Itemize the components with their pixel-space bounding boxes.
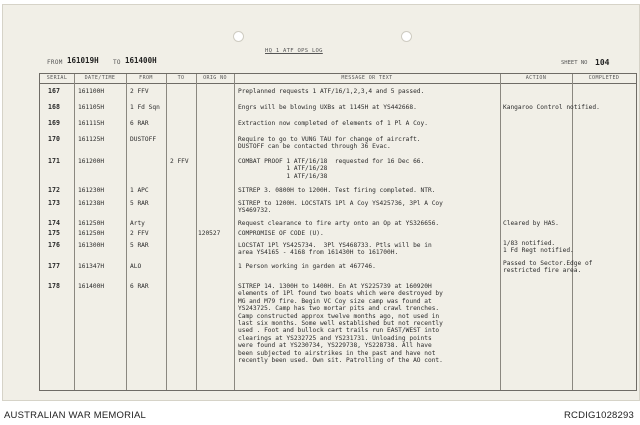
row-message: Require to go to VUNG TAU for change of aircraft. DUSTOFF can be contacted through 36 Evac. [238,136,421,151]
row-message: COMPROMISE OF CODE (U). [238,230,324,237]
row-datetime: 161400H [78,283,105,290]
from-value: 161019H [67,56,99,65]
col-header-orig: ORIG NO [203,75,227,81]
row-datetime: 161300H [78,242,105,249]
archive-credit: AUSTRALIAN WAR MEMORIAL [4,410,147,421]
row-serial: 177 [48,262,60,270]
to-value: 161400H [125,56,157,65]
column-divider [166,74,167,390]
row-message: SITREP to 1200H. LOCSTATS 1Pl A Coy YS425736, 3Pl A Coy YS469732. [238,200,443,215]
row-datetime: 161125H [78,136,105,143]
row-datetime: 161105H [78,104,105,111]
row-datetime: 161230H [78,187,105,194]
column-divider [126,74,127,390]
row-action: Kangaroo Control notified. [503,104,600,111]
sheet-number-value: 104 [595,58,610,67]
row-serial: 172 [48,186,60,194]
sheet-number-label: SHEET NO [561,60,588,66]
column-divider [234,74,235,390]
row-message: Engrs will be blowing UXBs at 1145H at YS442668. [238,104,417,111]
row-from: 1 APC [130,187,149,194]
row-action: Cleared by HAS. [503,220,559,227]
row-from: Arty [130,220,145,227]
from-label: FROM [47,59,63,66]
row-from: 1 Fd Sqn [130,104,160,111]
row-orig: 120527 [198,230,221,237]
row-serial: 176 [48,241,60,249]
row-serial: 173 [48,199,60,207]
row-from: 5 RAR [130,242,149,249]
row-from: ALO [130,263,142,270]
to-label: TO [113,59,121,66]
col-header-completed: COMPLETED [588,75,620,81]
column-divider [572,74,573,390]
row-message: COMBAT PROOF 1 ATF/16/18 requested for 16 Dec 66. 1 ATF/16/28 1 ATF/16/38 [238,158,425,180]
row-from: 6 RAR [130,120,149,127]
header-rule [40,83,636,84]
col-header-message: MESSAGE OR TEXT [341,75,393,81]
row-message: Preplanned requests 1 ATF/16/1,2,3,4 and 5 passed. [238,88,425,95]
row-datetime: 161100H [78,88,105,95]
row-to: 2 FFV [170,158,189,165]
row-from: DUSTOFF [130,136,157,143]
row-datetime: 161347H [78,263,105,270]
log-sheet [2,4,640,401]
row-datetime: 161238H [78,200,105,207]
row-from: 5 RAR [130,200,149,207]
row-from: 6 RAR [130,283,149,290]
punch-hole [233,31,244,42]
column-divider [74,74,75,390]
punch-hole [401,31,412,42]
col-header-to: TO [177,75,185,81]
row-message: Request clearance to fire arty onto an Op at YS326656. [238,220,440,227]
col-header-serial: SERIAL [46,75,68,81]
row-datetime: 161115H [78,120,105,127]
col-header-datetime: DATE/TIME [84,75,116,81]
row-datetime: 161250H [78,230,105,237]
column-divider [500,74,501,390]
column-divider [196,74,197,390]
row-from: 2 FFV [130,88,149,95]
row-from: 2 FFV [130,230,149,237]
row-serial: 169 [48,119,60,127]
row-serial: 175 [48,229,60,237]
row-message: 1 Person working in garden at 467746. [238,263,376,270]
row-datetime: 161250H [78,220,105,227]
col-header-action: ACTION [525,75,547,81]
log-table [39,73,637,391]
row-action: Passed to Sector.Edge of restricted fire area. [503,260,593,275]
row-serial: 167 [48,87,60,95]
row-action: 1/83 notified. 1 Fd Regt notified. [503,240,574,255]
col-header-from: FROM [139,75,153,81]
archive-reference: RCDIG1028293 [564,410,634,421]
row-serial: 178 [48,282,60,290]
row-message: LOCSTAT 1Pl YS425734. 3Pl YS468733. Ptls will be in area YS4165 - 4168 from 161430H to 161700H. [238,242,432,257]
row-serial: 171 [48,157,60,165]
row-serial: 174 [48,219,60,227]
row-serial: 170 [48,135,60,143]
row-message: SITREP 14. 1300H to 1400H. En At YS225739 at 160920H elements of 1Pl found two boats which were destroyed by MG and M79 fire. Begin VC Coy size camp was found at YS243725. Camp has two mortar pits and crawl trenches. Camp constructed approx twelve months ago, not used in last six months. Some well established but not recently used . Foot and bullock cart trails run EAST/WEST into clearings at YS232725 and YS231731. Unloading points were found at YS230734, YS229738, YS228738. All have been subjected to airstrikes in the past and have not recently been used. Own sit. Patrolling of the AO cont. [238,283,443,365]
log-title: HQ 1 ATF OPS LOG [265,48,323,54]
row-serial: 168 [48,103,60,111]
row-message: SITREP 3. 0800H to 1200H. Test firing completed. NTR. [238,187,436,194]
row-datetime: 161200H [78,158,105,165]
row-message: Extraction now completed of elements of 1 Pl A Coy. [238,120,428,127]
